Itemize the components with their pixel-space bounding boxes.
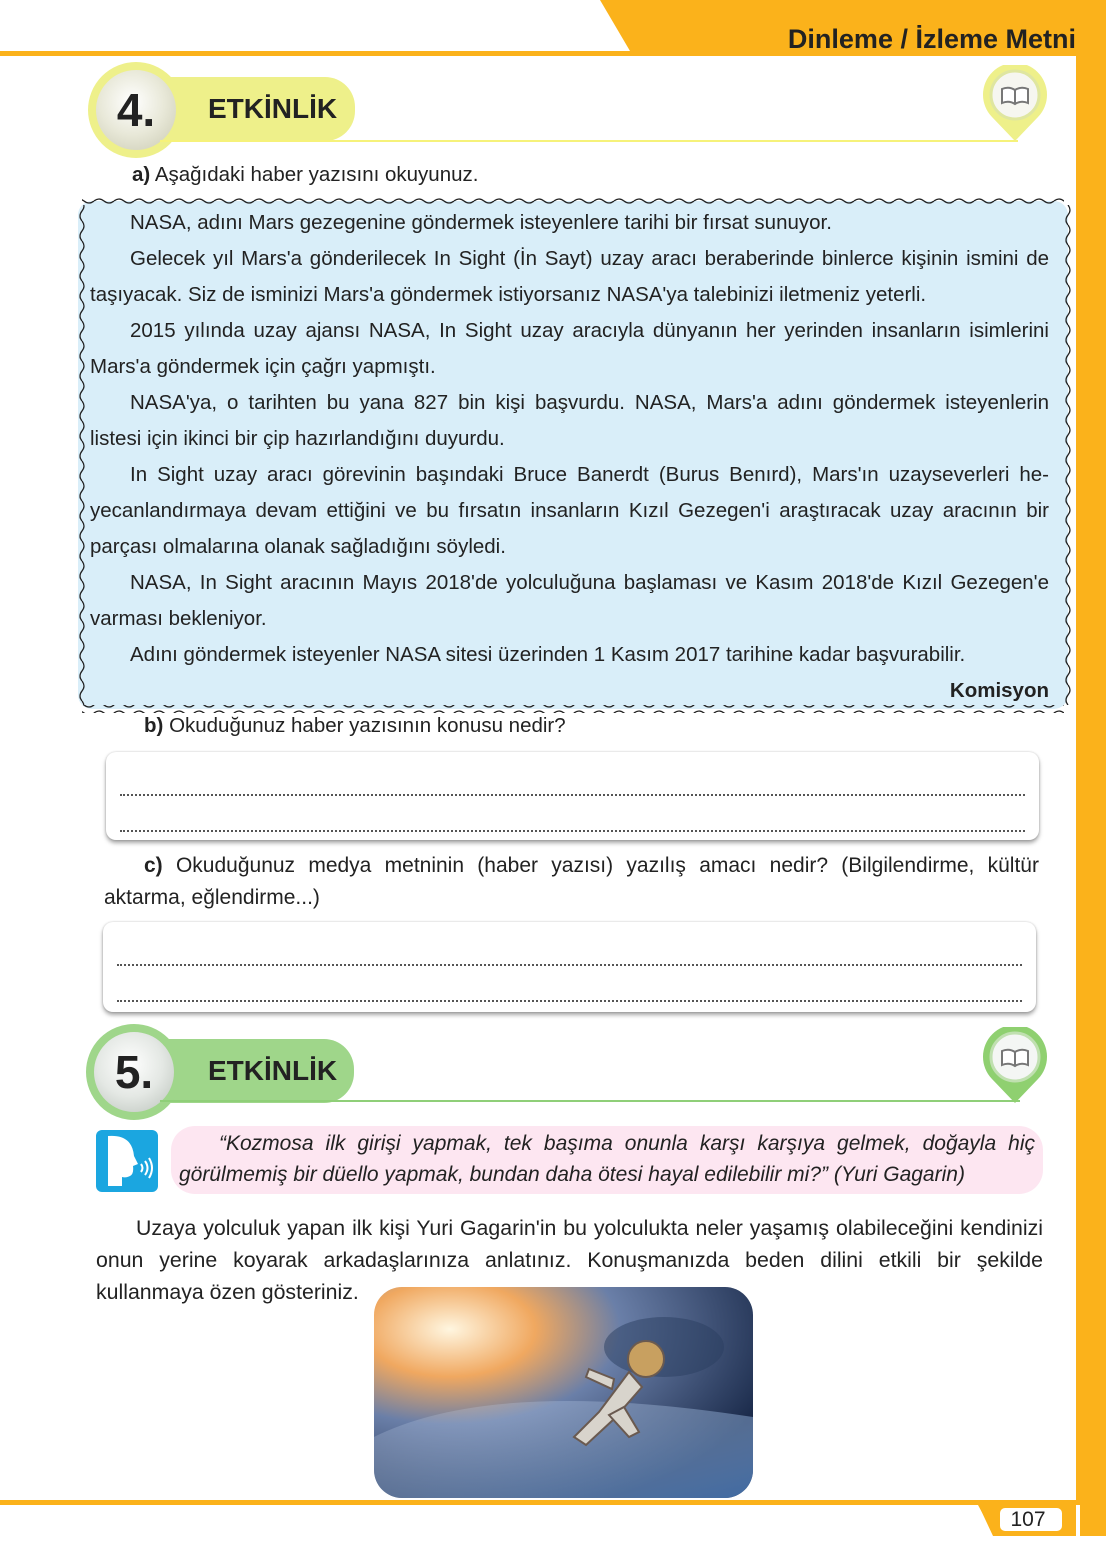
footer-band bbox=[0, 1500, 1106, 1560]
article-paragraph: NASA, In Sight aracının Mayıs 2018'de yolculuğuna başlaması ve Kasım 2018'de Kızıl Gezegen'e varması bekleniyor. bbox=[90, 571, 1049, 630]
book-icon bbox=[980, 65, 1050, 143]
article-paragraph: In Sight uzay aracı görevinin başındaki Bruce Banerdt (Burus Benırd), Mars'ın uzayseverleri heyecanlandırmaya devam ettiğini ve bu fırsatın insanların Kızıl Gezegen'i araştıracak uzay aracının bir parçası olmalarına olanak sağladığını söyledi. bbox=[90, 463, 1049, 558]
activity-number-badge bbox=[86, 1024, 182, 1120]
part-c-prompt: c) Okuduğunuz medya metninin (haber yazısı) yazılış amacı nedir? (Bilgilendirme, kültür aktarma, eğlendirme...) bbox=[104, 854, 1039, 909]
right-margin-bar bbox=[1076, 0, 1106, 1505]
book-icon bbox=[980, 1027, 1050, 1105]
activity-label: ETKİNLİK bbox=[208, 93, 338, 124]
article-paragraph: Gelecek yıl Mars'a gönderilecek In Sight (İn Sayt) uzay aracı beraberinde binlerce kişinin ismini de taşıyacak. Siz de isminizi Mars'a göndermek istiyorsanız NASA'ya talebinizi iletmeniz yeterli. bbox=[90, 247, 1049, 306]
part-a-prompt: a) Aşağıdaki haber yazısını okuyunuz. bbox=[132, 163, 479, 186]
article-paragraph: NASA'ya, o tarihten bu yana 827 bin kişi başvurdu. NASA, Mars'a adını göndermek isteyenlerin listesi için ikinci bir çip hazırlandığını duyurdu. bbox=[90, 391, 1049, 450]
astronaut-image bbox=[374, 1287, 753, 1498]
answer-box-b[interactable] bbox=[106, 752, 1039, 840]
quote-box bbox=[171, 1126, 1043, 1194]
section-title: Dinleme / İzleme Metni bbox=[787, 24, 1076, 54]
divider bbox=[160, 1100, 1020, 1102]
article-source: Komisyon bbox=[949, 679, 1049, 702]
article-paragraph: Adını göndermek isteyenler NASA sitesi üzerinden 1 Kasım 2017 tarihine kadar başvurabilir. bbox=[130, 643, 966, 666]
activity-number: 4. bbox=[116, 84, 156, 136]
activity-label: ETKİNLİK bbox=[208, 1055, 338, 1086]
speaking-icon bbox=[96, 1130, 158, 1192]
gagarin-quote: “Kozmosa ilk girişi yapmak, tek başıma onunla karşı karşıya gelmek, doğayla hiç görülmemiş bir düello yapmak, bundan daha ötesi hayal edilebilir mi?” (Yuri Gagarin) bbox=[179, 1132, 1035, 1186]
activity-number: 5. bbox=[114, 1046, 154, 1098]
divider bbox=[160, 140, 1018, 142]
page-number: 107 bbox=[1010, 1508, 1046, 1531]
article-text bbox=[90, 205, 1049, 709]
article-paragraph: 2015 yılında uzay ajansı NASA, In Sight uzay aracıyla dünyanın her yerinden insanların isimlerini Mars'a göndermek için çağrı yapmıştı. bbox=[90, 319, 1049, 378]
part-b-prompt: b) Okuduğunuz haber yazısının konusu nedir? bbox=[144, 714, 566, 737]
activity-instruction: Uzaya yolculuk yapan ilk kişi Yuri Gagarin'in bu yolculukta neler yaşamış olabileceğini kendinizi onun yerine koyarak arkadaşlarınıza anlatınız. Konuşmanızda beden dilini etkili bir şekilde kullanmaya özen gösteriniz. bbox=[96, 1216, 1043, 1304]
article-paragraph: NASA, adını Mars gezegenine göndermek isteyenlere tarihi bir fırsat sunuyor. bbox=[130, 211, 832, 234]
activity-number-badge bbox=[88, 62, 184, 158]
answer-box-c[interactable] bbox=[103, 922, 1036, 1012]
